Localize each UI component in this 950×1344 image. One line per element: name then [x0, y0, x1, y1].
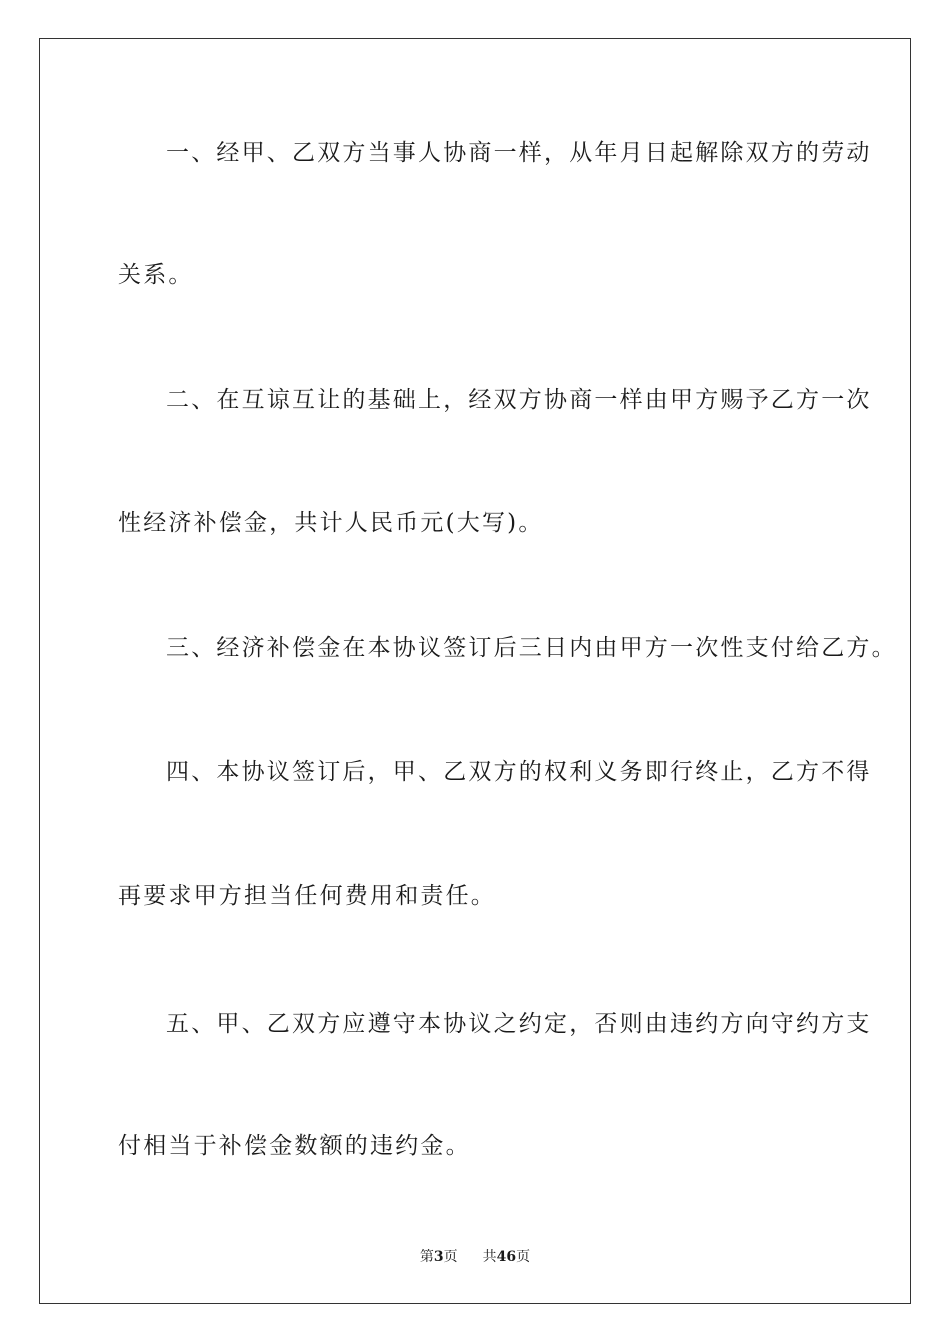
- total-pages-label: [483, 1248, 530, 1266]
- page-suffix: 页: [443, 1249, 458, 1265]
- total-prefix: 共: [482, 1249, 497, 1265]
- page-prefix: 第: [419, 1249, 434, 1265]
- clause-1-line-1: 一、经甲、乙双方当事人协商一样，从年月日起解除双方的劳动: [166, 140, 872, 166]
- page-border: [39, 38, 911, 1304]
- clause-5-line-2: 付相当于补偿金数额的违约金。: [118, 1133, 471, 1159]
- page-number-label: [420, 1248, 458, 1266]
- clause-4-line-2: 再要求甲方担当任何费用和责任。: [118, 883, 496, 909]
- total-pages: 46: [496, 1249, 517, 1265]
- clause-1-line-2: 关系。: [118, 262, 194, 288]
- total-suffix: 页: [516, 1249, 531, 1265]
- clause-2-line-1: 二、在互谅互让的基础上，经双方协商一样由甲方赐予乙方一次: [166, 387, 872, 413]
- clause-5-line-1: 五、甲、乙双方应遵守本协议之约定，否则由违约方向守约方支: [166, 1011, 872, 1037]
- clause-4-line-1: 四、本协议签订后，甲、乙双方的权利义务即行终止，乙方不得: [166, 759, 872, 785]
- page-number: 3: [433, 1249, 444, 1265]
- clause-3-line-1: 三、经济补偿金在本协议签订后三日内由甲方一次性支付给乙方。: [166, 635, 897, 661]
- clause-2-line-2: 性经济补偿金，共计人民币元(大写)。: [118, 510, 544, 536]
- page-footer: [0, 1248, 950, 1266]
